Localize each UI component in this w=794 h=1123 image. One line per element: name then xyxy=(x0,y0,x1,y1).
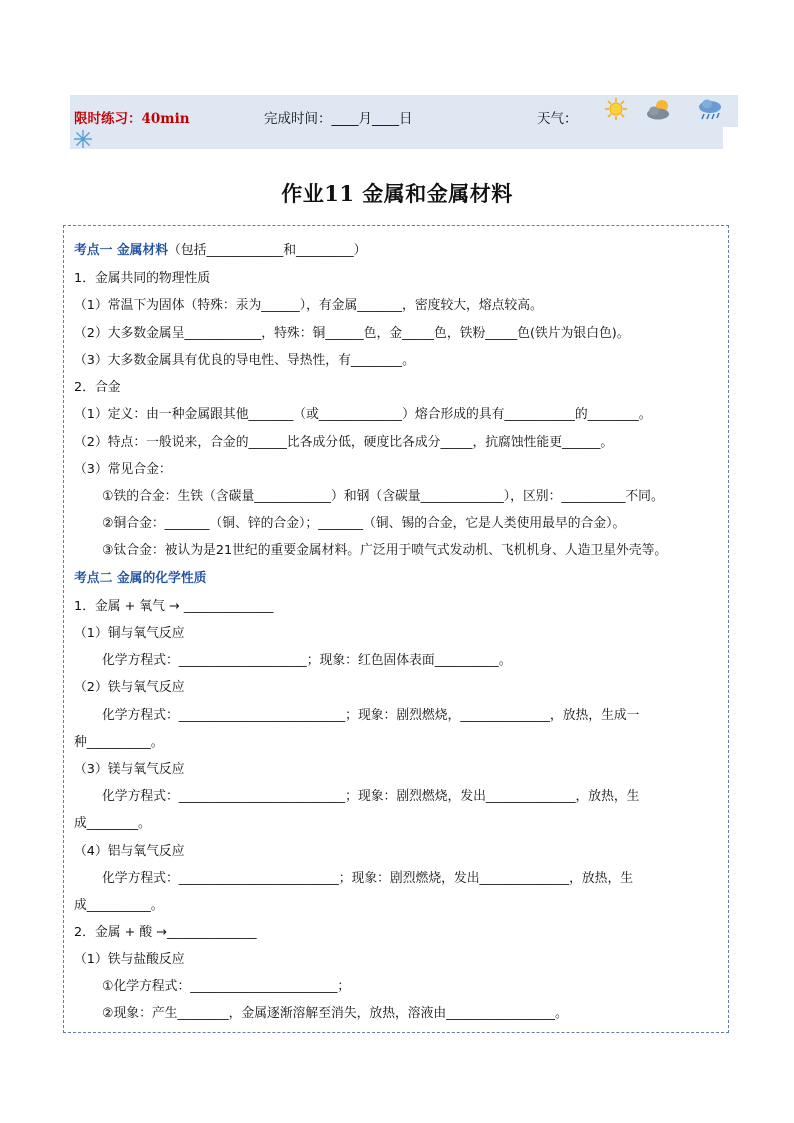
text-line: （4）铝与氧气反应 xyxy=(74,844,185,859)
text-line: 1．金属 + 氧气 → ______________ xyxy=(74,599,274,614)
section-1-title: 考点一 金属材料 xyxy=(74,243,169,258)
text-line: ①铁的合金：生铁（含碳量____________）和钢（含碳量_____________），区别：__________不同。 xyxy=(102,489,664,504)
rain-cloud-icon[interactable] xyxy=(697,97,725,125)
text-line: 化学方程式：__________________________；现象：剧烈燃烧，______________，放热，生成一 xyxy=(102,708,640,723)
text-line: 种__________。 xyxy=(74,735,164,750)
text-line: 化学方程式：_________________________；现象：剧烈燃烧，发出______________，放热，生 xyxy=(102,871,634,886)
text-line: 2．金属 + 酸 →______________ xyxy=(74,925,257,940)
text-line: （2）特点：一般说来，合金的______比各成分低，硬度比各成分_____，抗腐蚀性能更______。 xyxy=(74,435,614,450)
section-1-subtitle: （包括____________和_________） xyxy=(168,243,367,258)
text-line: 化学方程式：____________________；现象：红色固体表面__________。 xyxy=(102,653,512,668)
section-2-title: 考点二 金属的化学性质 xyxy=(74,571,207,586)
text-line: （1）铁与盐酸反应 xyxy=(74,952,185,967)
text-line: ②现象：产生________，金属逐渐溶解至消失，放热，溶液由_________________。 xyxy=(102,1006,568,1021)
text-line: （2）大多数金属呈____________，特殊：铜______色，金_____色，铁粉_____色(铁片为银白色)。 xyxy=(74,326,630,341)
text-line: （3）常见合金： xyxy=(74,462,172,477)
text-line: （3）大多数金属具有优良的导电性、导热性，有________。 xyxy=(74,353,415,368)
time-limit-label: 限时练习：40min xyxy=(74,111,190,127)
completion-time-label: 完成时间：____月____日 xyxy=(264,111,413,127)
text-line: ①化学方程式：_______________________； xyxy=(102,979,351,994)
snowflake-icon[interactable] xyxy=(73,129,93,149)
text-line: （2）铁与氧气反应 xyxy=(74,680,185,695)
sun-icon[interactable] xyxy=(604,97,628,121)
text-line: ②铜合金：_______（铜、锌的合金）；_______（铜、锡的合金，它是人类使用最早的合金）。 xyxy=(102,516,626,531)
text-line: 1．金属共同的物理性质 xyxy=(74,271,211,286)
text-line: （1）铜与氧气反应 xyxy=(74,626,185,641)
text-line: 化学方程式：__________________________；现象：剧烈燃烧，发出______________，放热，生 xyxy=(102,789,640,804)
text-line: （3）镁与氧气反应 xyxy=(74,762,185,777)
header-band-lower xyxy=(70,127,723,149)
text-line: （1）定义：由一种金属跟其他_______（或_____________）熔合形成的具有___________的________。 xyxy=(74,407,652,422)
page-title: 作业11 金属和金属材料 xyxy=(281,181,513,206)
section-1-heading xyxy=(74,243,366,259)
text-line: 成__________。 xyxy=(74,898,164,913)
text-line: 2．合金 xyxy=(74,380,121,395)
partly-cloudy-icon[interactable] xyxy=(645,97,675,123)
text-line: ③钛合金：被认为是21世纪的重要金属材料。广泛用于喷气式发动机、飞机机身、人造卫星外壳等。 xyxy=(102,543,668,558)
text-line: 成________。 xyxy=(74,816,151,831)
weather-label: 天气： xyxy=(537,111,578,127)
text-line: （1）常温下为固体（特殊：汞为______），有金属_______，密度较大，熔点较高。 xyxy=(74,298,543,313)
